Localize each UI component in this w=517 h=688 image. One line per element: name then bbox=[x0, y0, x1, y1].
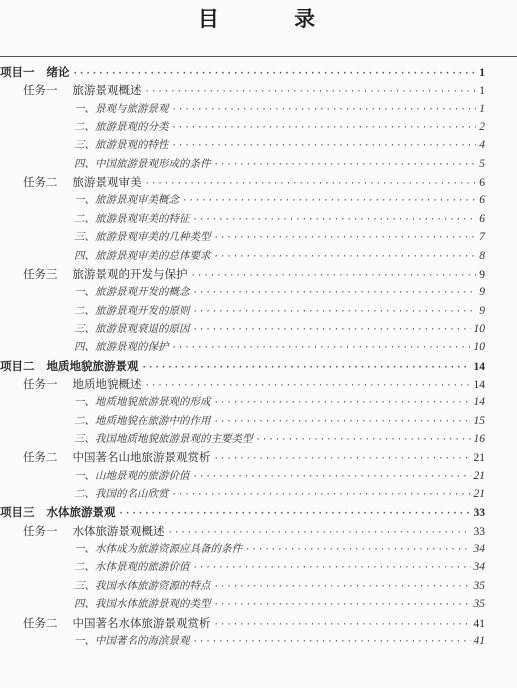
dot-leader bbox=[191, 271, 477, 281]
toc-page-number: 6 bbox=[479, 212, 485, 225]
dot-leader bbox=[193, 307, 477, 317]
toc-entry-text: 水体旅游景观 bbox=[46, 505, 116, 520]
toc-entry-level-2[interactable] bbox=[23, 449, 485, 467]
toc-entry-level-3[interactable] bbox=[74, 394, 485, 412]
toc-entry-level-2[interactable] bbox=[23, 376, 485, 394]
toc-entry-label: 一、地质地貌旅游景观的形成 bbox=[74, 396, 211, 409]
toc-entry-label: 三、我国水体旅游资源的特点 bbox=[74, 579, 211, 592]
toc-entry-label: 一、景观与旅游景观 bbox=[74, 102, 169, 115]
toc-entry-label: 四、中国旅游景观形成的条件 bbox=[74, 157, 211, 170]
toc-entry-level-3[interactable] bbox=[74, 431, 485, 449]
toc-entry-label: 三、旅游景观衰退的原因 bbox=[74, 322, 190, 335]
toc-entry-label: 四、旅游景观的保护 bbox=[74, 341, 169, 354]
toc-page-number: 1 bbox=[479, 102, 485, 115]
toc-page-number: 14 bbox=[473, 396, 485, 409]
toc-entry-label: 四、旅游景观审美的总体要求 bbox=[74, 249, 211, 262]
dot-leader bbox=[172, 123, 477, 133]
toc-entry-level-2[interactable] bbox=[23, 615, 485, 633]
dot-leader bbox=[193, 215, 477, 225]
toc-entry-text: 中国著名山地旅游景观赏析 bbox=[72, 450, 211, 465]
toc-entry-level-3[interactable] bbox=[74, 486, 485, 504]
toc-entry-level-3[interactable] bbox=[74, 101, 485, 119]
toc-entry-number: 项目一 bbox=[0, 65, 35, 79]
toc-page-number: 1 bbox=[479, 85, 485, 98]
toc-entry-number: 项目三 bbox=[0, 505, 35, 520]
dot-leader bbox=[214, 600, 471, 610]
toc-page-number: 6 bbox=[479, 177, 485, 190]
toc-entry-level-3[interactable] bbox=[74, 137, 485, 155]
dot-leader bbox=[142, 363, 471, 373]
toc-entry-label: 一、中国著名的海滨景观 bbox=[74, 634, 190, 647]
dot-leader bbox=[145, 381, 471, 391]
toc-entry-level-3[interactable] bbox=[74, 413, 485, 431]
toc-entry-label: 三、旅游景观的特性 bbox=[74, 139, 169, 152]
toc-entry-label: 二、旅游景观的分类 bbox=[74, 121, 169, 134]
toc-entry-label: 二、旅游景观开发的原则 bbox=[74, 304, 190, 317]
dot-leader bbox=[193, 563, 471, 573]
toc-entry-number: 任务一 bbox=[23, 83, 58, 98]
toc-entry-label bbox=[0, 358, 139, 374]
toc-page-number: 35 bbox=[473, 579, 485, 592]
dot-leader bbox=[245, 545, 471, 555]
dot-leader bbox=[256, 435, 471, 445]
toc-entry-label bbox=[23, 523, 165, 539]
toc-page-number: 41 bbox=[473, 617, 485, 630]
toc-page-number: 33 bbox=[473, 525, 485, 538]
toc-page-number: 21 bbox=[473, 469, 485, 482]
toc-entry-level-3[interactable] bbox=[74, 596, 485, 614]
toc-entry-label: 一、水体成为旅游资源应具备的条件 bbox=[74, 543, 242, 556]
dot-leader bbox=[214, 398, 471, 408]
dot-leader bbox=[214, 582, 471, 592]
toc-page-number: 10 bbox=[473, 322, 485, 335]
toc-page-number: 34 bbox=[473, 543, 485, 556]
toc-entry-level-2[interactable] bbox=[23, 174, 485, 192]
dot-leader bbox=[214, 454, 471, 464]
dot-leader bbox=[145, 87, 477, 97]
toc-entry-level-3[interactable] bbox=[74, 578, 485, 596]
toc-entry-number: 任务二 bbox=[23, 175, 58, 190]
dot-leader bbox=[214, 417, 471, 427]
dot-leader bbox=[73, 69, 477, 79]
toc-entry-level-3[interactable] bbox=[74, 303, 485, 321]
toc-page-number: 33 bbox=[473, 507, 485, 520]
toc-entry-level-3[interactable] bbox=[74, 119, 485, 137]
dot-leader bbox=[193, 637, 471, 647]
toc-page-number: 4 bbox=[479, 139, 485, 152]
toc-entry-label: 二、旅游景观审美的特征 bbox=[74, 212, 190, 225]
dot-leader bbox=[172, 343, 471, 353]
dot-leader bbox=[214, 233, 477, 243]
toc-entry-label: 一、山地景观的旅游价值 bbox=[74, 469, 190, 482]
dot-leader bbox=[214, 620, 471, 630]
toc-entry-level-3[interactable] bbox=[74, 211, 485, 229]
toc-page-number: 2 bbox=[479, 121, 485, 134]
toc-entry-label bbox=[23, 174, 142, 190]
toc-page-number: 5 bbox=[479, 157, 485, 170]
toc-entry-level-3[interactable] bbox=[74, 192, 485, 210]
toc-entry-label bbox=[23, 376, 142, 392]
toc-entry-level-2[interactable] bbox=[23, 523, 485, 541]
dot-leader bbox=[168, 528, 471, 538]
toc-page-number: 21 bbox=[473, 488, 485, 501]
toc-page-number: 8 bbox=[479, 249, 485, 262]
toc-page-number: 14 bbox=[473, 378, 485, 391]
dot-leader bbox=[182, 196, 476, 206]
toc-entry-text: 中国著名水体旅游景观赏析 bbox=[72, 615, 211, 630]
toc-entry-text: 地质地貌旅游景观 bbox=[46, 358, 139, 373]
toc-page-number: 14 bbox=[473, 360, 485, 373]
toc-page-number: 34 bbox=[473, 561, 485, 574]
toc-entry-number: 任务一 bbox=[23, 376, 58, 391]
toc-entry-level-3[interactable] bbox=[74, 284, 485, 302]
toc-entry-label bbox=[23, 615, 211, 631]
dot-leader bbox=[214, 252, 477, 262]
toc-entry-level-2[interactable] bbox=[23, 82, 485, 100]
page-title: 目 录 bbox=[197, 7, 350, 31]
toc-entry-label: 二、地质地貌在旅游中的作用 bbox=[74, 414, 211, 427]
toc-entry-level-3[interactable] bbox=[74, 339, 485, 357]
toc-entry-level-1[interactable] bbox=[0, 504, 485, 522]
toc-entry-number: 任务二 bbox=[23, 615, 58, 630]
toc-page-number: 7 bbox=[479, 231, 485, 244]
toc-page-number: 6 bbox=[479, 194, 485, 207]
toc-entry-label bbox=[0, 504, 116, 520]
dot-leader bbox=[214, 160, 477, 170]
toc-entry-level-2[interactable] bbox=[23, 266, 485, 284]
toc-entry-label: 三、我国地质地貌旅游景观的主要类型 bbox=[74, 433, 253, 445]
toc-entry-number: 项目二 bbox=[0, 358, 35, 373]
toc-page-number: 9 bbox=[479, 268, 485, 281]
toc-entry-level-3[interactable] bbox=[74, 559, 485, 577]
toc-entry-level-1[interactable] bbox=[0, 64, 485, 82]
toc-entry-label: 一、旅游景观审美概念 bbox=[74, 194, 179, 207]
toc-entry-level-3[interactable] bbox=[74, 321, 485, 339]
toc-page-number: 10 bbox=[473, 341, 485, 354]
toc-page-number: 21 bbox=[473, 452, 485, 465]
toc-entry-text: 旅游景观概述 bbox=[72, 83, 142, 98]
toc-page-number: 9 bbox=[479, 304, 485, 317]
toc-page-number: 35 bbox=[473, 598, 485, 611]
dot-leader bbox=[193, 472, 471, 482]
toc-entry-text: 绪论 bbox=[46, 65, 70, 79]
toc-entry-label: 三、旅游景观审美的几种类型 bbox=[74, 231, 211, 244]
toc-page-number: 15 bbox=[473, 414, 485, 427]
toc-entry-level-3[interactable] bbox=[74, 633, 485, 651]
toc-entry-label bbox=[23, 266, 188, 282]
toc-page-number: 41 bbox=[473, 634, 485, 647]
toc-entry-level-1[interactable] bbox=[0, 358, 485, 376]
toc-entry-label bbox=[23, 449, 211, 465]
toc-entry-text: 地质地貌概述 bbox=[72, 376, 142, 391]
toc-entry-number: 任务二 bbox=[23, 450, 58, 465]
toc-entry-label bbox=[23, 82, 142, 98]
toc-page-number: 16 bbox=[473, 433, 485, 445]
toc-entry-label: 一、旅游景观开发的概念 bbox=[74, 286, 190, 299]
dot-leader bbox=[193, 288, 477, 298]
dot-leader bbox=[172, 490, 471, 500]
toc-entry-level-3[interactable] bbox=[74, 248, 485, 266]
toc-entry-number: 任务一 bbox=[23, 523, 58, 538]
dot-leader bbox=[172, 105, 477, 115]
toc-entry-text: 水体旅游景观概述 bbox=[72, 523, 165, 538]
toc-entry-label: 四、我国水体旅游景观的类型 bbox=[74, 598, 211, 611]
toc-entry-level-3[interactable] bbox=[74, 229, 485, 247]
dot-leader bbox=[193, 325, 471, 335]
toc-page-number: 1 bbox=[479, 67, 485, 79]
toc-entry-number: 任务三 bbox=[23, 266, 58, 281]
toc-entry-level-3[interactable] bbox=[74, 541, 485, 559]
toc-entry-label bbox=[0, 64, 70, 80]
toc-entry-level-3[interactable] bbox=[74, 156, 485, 174]
toc-entry-label: 二、我国的名山欣赏 bbox=[74, 488, 169, 501]
title-divider bbox=[0, 56, 517, 57]
toc-page-number: 9 bbox=[479, 286, 485, 299]
dot-leader bbox=[145, 179, 477, 189]
toc-entry-text: 旅游景观审美 bbox=[72, 175, 142, 190]
dot-leader bbox=[172, 141, 477, 151]
toc-entry-label: 二、水体景观的旅游价值 bbox=[74, 561, 190, 574]
dot-leader bbox=[119, 509, 471, 519]
toc-entry-level-3[interactable] bbox=[74, 468, 485, 486]
toc-entry-text: 旅游景观的开发与保护 bbox=[72, 266, 188, 281]
